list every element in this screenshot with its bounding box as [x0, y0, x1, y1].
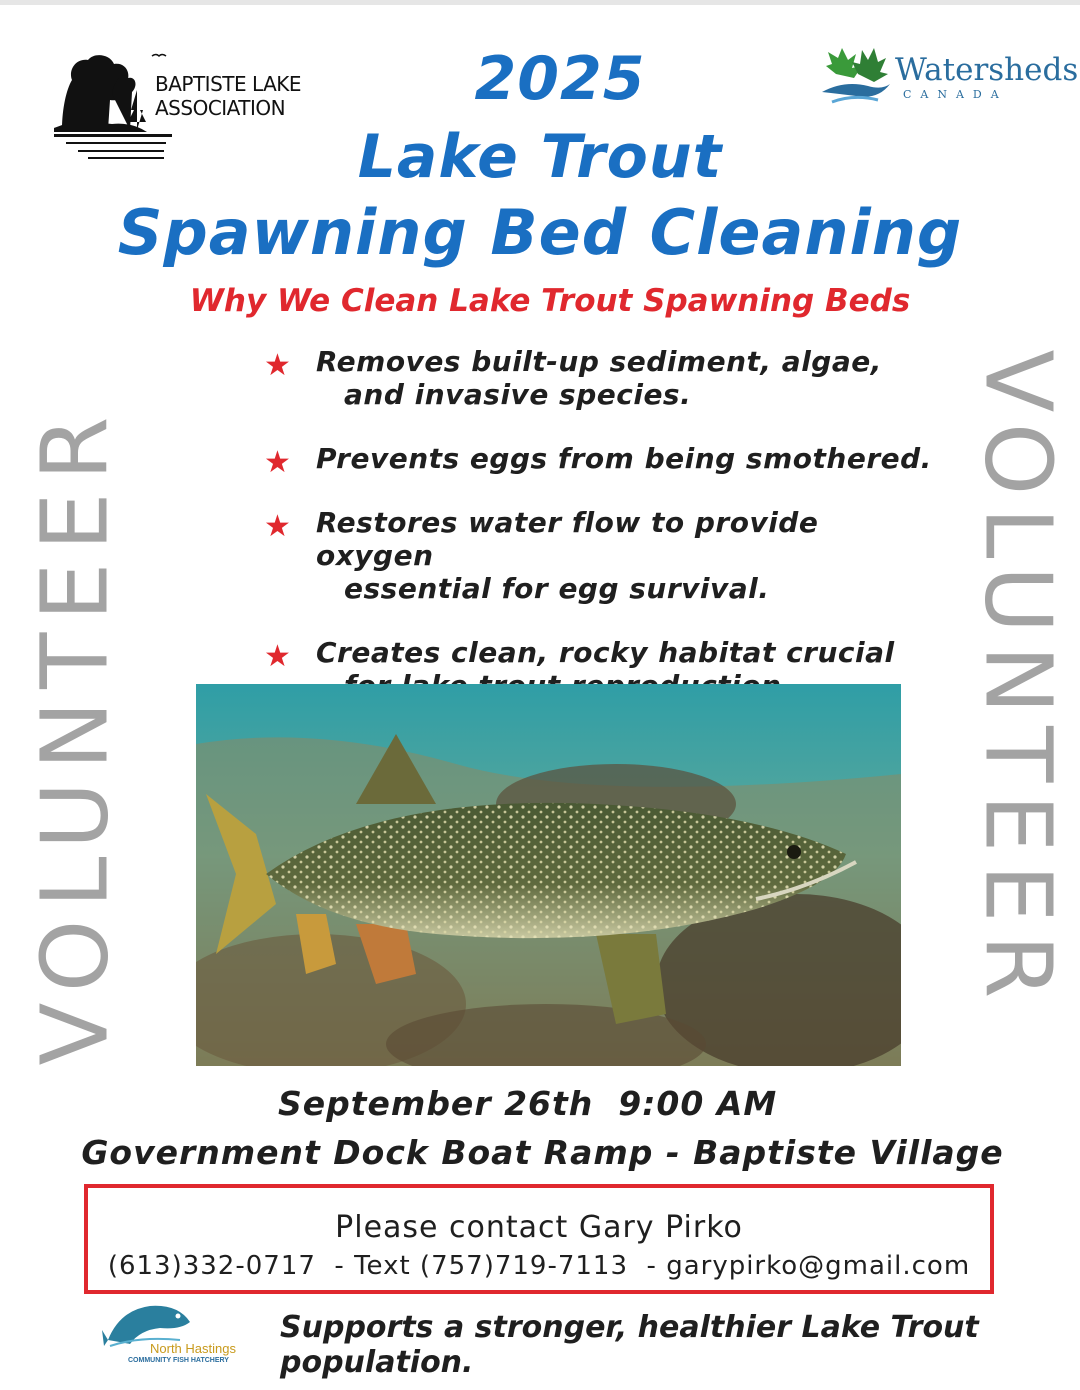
title-line1: Lake Trout: [357, 122, 723, 192]
fish-photo: [196, 684, 901, 1066]
org-logo-line1: BAPTISTE LAKE: [155, 72, 302, 96]
title-year: 2025: [474, 44, 646, 114]
hatchery-name: North Hastings: [150, 1341, 236, 1356]
star-icon: ★: [264, 348, 292, 383]
event-location: Government Dock Boat Ramp - Baptiste Village: [81, 1133, 1004, 1172]
org-logo-line2: ASSOCIATION: [155, 96, 286, 120]
bullet-line1: Prevents eggs from being smothered.: [316, 442, 932, 475]
bullet-line1: Creates clean, rocky habitat crucial: [316, 636, 895, 669]
bullet-line1: Restores water flow to provide oxygen: [316, 506, 819, 572]
volunteer-side-text-left: VOLUNTEER: [21, 404, 129, 1066]
contact-details: (613)332-0717 - Text (757)719-7113 - garypirko@gmail.com: [107, 1251, 971, 1281]
partner-logo-name: Watersheds: [895, 52, 1079, 88]
title-line2: Spawning Bed Cleaning: [117, 196, 963, 269]
event-date-time: September 26th 9:00 AM: [278, 1084, 778, 1123]
bullet-line2: essential for egg survival.: [344, 572, 770, 605]
star-icon: ★: [264, 639, 292, 674]
bullet-item: [262, 442, 942, 480]
bullet-item: [262, 506, 942, 605]
top-border: [0, 0, 1080, 5]
bullet-list: [262, 345, 942, 733]
subtitle: Why We Clean Lake Trout Spawning Beds: [189, 283, 911, 319]
star-icon: ★: [264, 445, 292, 480]
tagline: Supports a stronger, healthier Lake Trout population.: [280, 1310, 979, 1380]
contact-box: [84, 1184, 994, 1294]
hatchery-sub: COMMUNITY FISH HATCHERY: [128, 1357, 229, 1364]
volunteer-side-text-right: VOLUNTEER: [964, 349, 1072, 1011]
star-icon: ★: [264, 509, 292, 544]
bullet-line2: and invasive species.: [344, 378, 692, 411]
contact-heading: Please contact Gary Pirko: [335, 1210, 743, 1245]
bullet-line1: Removes built-up sediment, algae,: [316, 345, 882, 378]
partner-logo-sub: CANADA: [903, 88, 1008, 101]
bullet-item: [262, 345, 942, 411]
